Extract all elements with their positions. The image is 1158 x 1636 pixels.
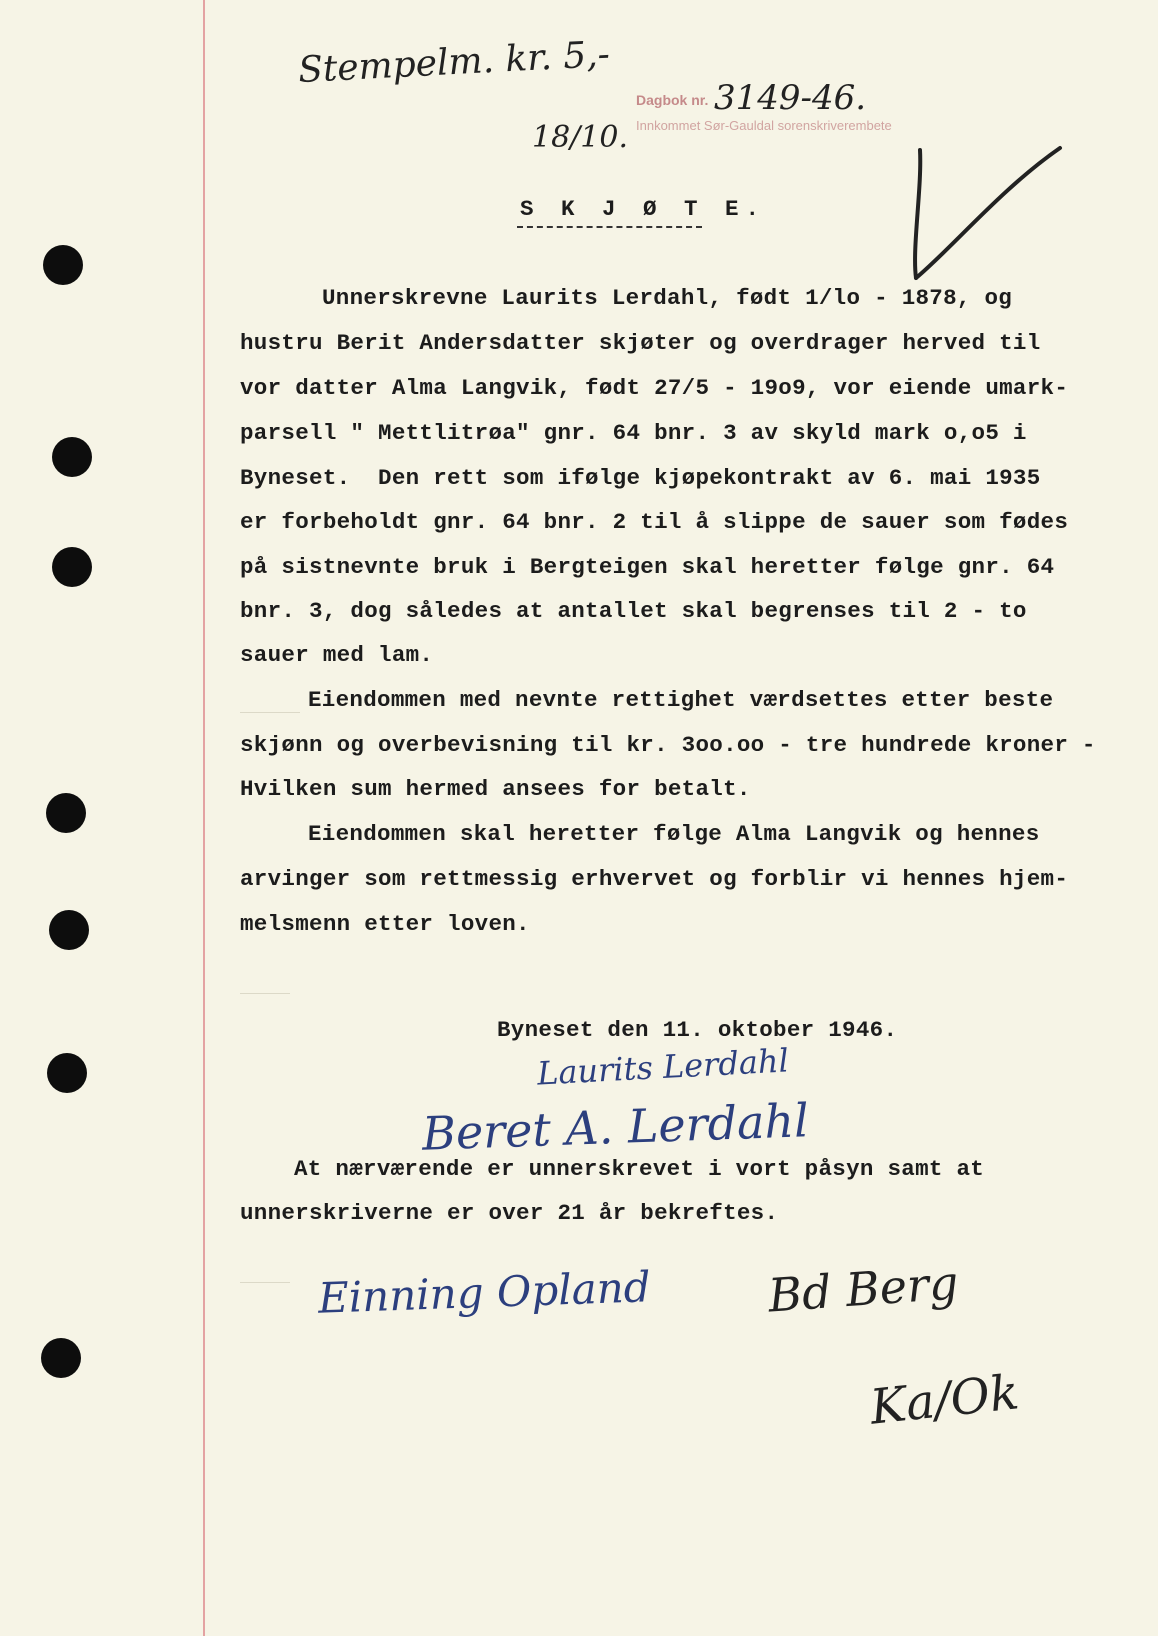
punch-hole-4: [46, 793, 86, 833]
margin-line: [203, 0, 205, 1636]
stamp-fee-note: Stempelm. kr. 5,-: [297, 33, 611, 92]
witness-attestation-line: At nærværende er unnerskrevet i vort påsyn samt at: [294, 1156, 985, 1182]
paragraph1-line: Unnerskrevne Laurits Lerdahl, født 1/lo - 1878, og: [322, 285, 1013, 311]
paragraph1-line: vor datter Alma Langvik, født 27/5 - 19o9, vor eiende umark-: [240, 375, 1069, 401]
stamp-fee-date: 18/10.: [532, 120, 628, 155]
punch-hole-7: [41, 1338, 81, 1378]
paragraph1-line: Byneset. Den rett som ifølge kjøpekontrakt av 6. mai 1935: [240, 465, 1041, 491]
paragraph3-line: arvinger som rettmessig erhvervet og forblir vi hennes hjem-: [240, 866, 1069, 892]
punch-hole-3: [52, 547, 92, 587]
paragraph1-line: er forbeholdt gnr. 64 bnr. 2 til å slippe de sauer som fødes: [240, 509, 1069, 535]
punch-hole-6: [47, 1053, 87, 1093]
paragraph3-line: melsmenn etter loven.: [240, 911, 530, 937]
paragraph2-line: skjønn og overbevisning til kr. 3oo.oo - tre hundrede kroner -: [240, 732, 1096, 758]
paragraph1-line: bnr. 3, dog således at antallet skal begrenses til 2 - to: [240, 598, 1027, 624]
page-title: S K J Ø T E.: [520, 196, 767, 222]
punch-hole-5: [49, 910, 89, 950]
checkmark-icon: [892, 138, 1072, 298]
margin-rule: [240, 1282, 290, 1283]
dagbok-number: 3149-46.: [714, 78, 867, 118]
paragraph1-line: på sistnevnte bruk i Bergteigen skal heretter følge gnr. 64: [240, 554, 1055, 580]
margin-rule: [240, 993, 290, 994]
paragraph2-line: Eiendommen med nevnte rettighet værdsettes etter beste: [308, 687, 1054, 713]
office-stamp-line: Innkommet Sør-Gauldal sorenskriverembete: [636, 118, 892, 133]
punch-hole-2: [52, 437, 92, 477]
dagbok-label: Dagbok nr.: [636, 92, 709, 108]
paragraph1-line: hustru Berit Andersdatter skjøter og overdrager herved til: [240, 330, 1041, 356]
paragraph1-line: parsell " Mettlitrøa" gnr. 64 bnr. 3 av skyld mark o,o5 i: [240, 420, 1027, 446]
clerk-initials: Ka/Ok: [867, 1364, 1022, 1436]
signature-beret-lerdahl: Beret A. Lerdahl: [421, 1093, 810, 1161]
signature-witness-2: Bd Berg: [766, 1255, 960, 1323]
paragraph2-line: Hvilken sum hermed ansees for betalt.: [240, 776, 751, 802]
punch-hole-1: [43, 245, 83, 285]
witness-attestation-line: unnerskriverne er over 21 år bekreftes.: [240, 1200, 779, 1226]
signature-laurits-lerdahl: Laurits Lerdahl: [536, 1041, 790, 1093]
place-date: Byneset den 11. oktober 1946.: [497, 1017, 898, 1043]
title-underline: [517, 226, 702, 228]
paragraph1-line: sauer med lam.: [240, 642, 434, 668]
signature-witness-1: Einning Opland: [317, 1262, 652, 1323]
paragraph3-line: Eiendommen skal heretter følge Alma Langvik og hennes: [308, 821, 1040, 847]
margin-rule: [240, 712, 300, 713]
